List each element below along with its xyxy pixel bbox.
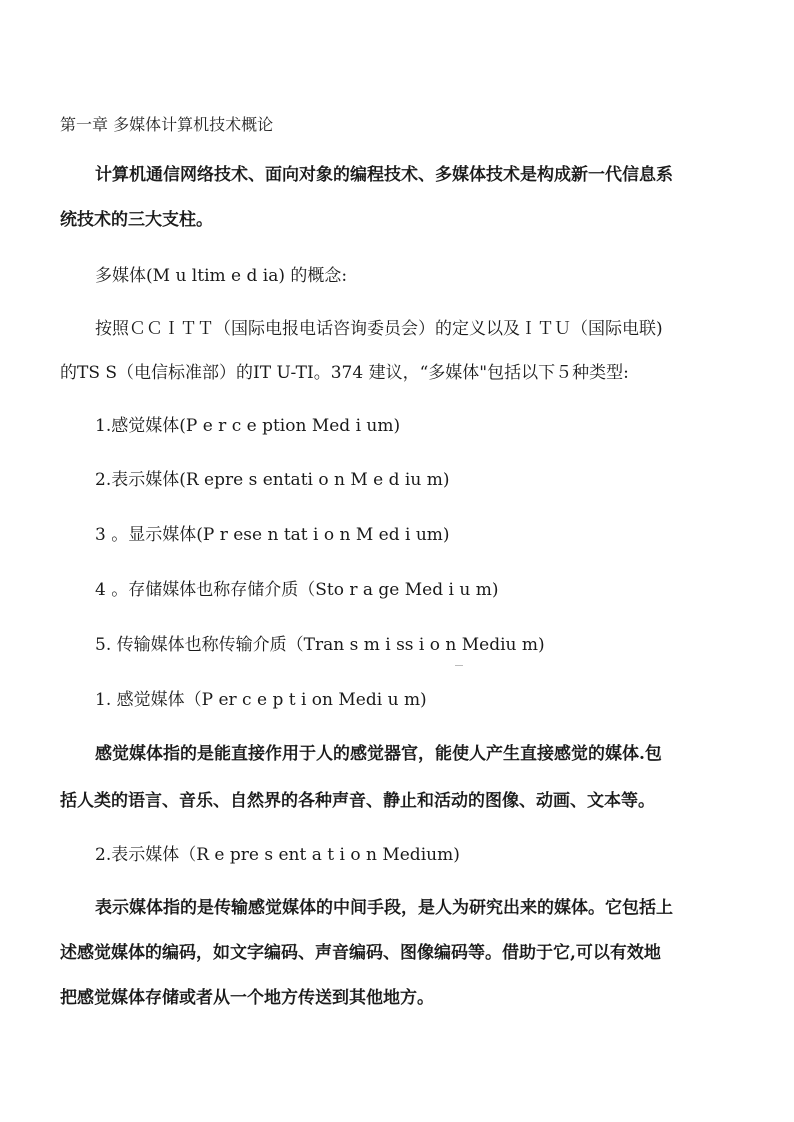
section2-line3: 把感觉媒体存储或者从一个地方传送到其他地方。 [60,988,434,1008]
para2-line1: 按照ＣＣＩＴＴ（国际电报电话咨询委员会）的定义以及ＩＴＵ（国际电联) [95,319,663,339]
para2-line2: 的TS S（电信标准部）的IT U-TI。374 建议，“多媒体"包括以下５种类型: [60,363,629,383]
section1-line2: 括人类的语言、音乐、自然界的各种声音、静止和活动的图像、动画、文本等。 [60,791,655,811]
type-item-3: 3 。显示媒体(P r ese n tat i o n M ed i um) [95,525,450,545]
para1-line2: 统技术的三大支柱。 [60,210,213,230]
para1-line1: 计算机通信网络技术、面向对象的编程技术、多媒体技术是构成新一代信息系 [95,165,673,185]
section1-heading: 1. 感觉媒体（P er c e p t i on Medi u m) [95,690,427,710]
type-item-4: 4 。存储媒体也称存储介质（Sto r a ge Med i u m) [95,580,499,600]
section2-line1: 表示媒体指的是传输感觉媒体的中间手段，是人为研究出来的媒体。它包括上 [95,898,673,918]
chapter-title: 第一章 多媒体计算机技术概论 [60,115,274,134]
type-item-5: 5. 传输媒体也称传输介质（Tran s m i ss i o n Mediu m) [95,635,545,655]
section1-line1: 感觉媒体指的是能直接作用于人的感觉器官，能使人产生直接感觉的媒体.包 [95,744,662,764]
stray-mark [455,665,463,666]
type-item-1: 1.感觉媒体(P e r c e ption Med i um) [95,416,401,436]
concept-heading: 多媒体(M u ltim e d ia) 的概念: [95,266,348,286]
section2-line2: 述感觉媒体的编码，如文字编码、声音编码、图像编码等。借助于它,可以有效地 [60,943,661,963]
section2-heading: 2.表示媒体（R e pre s ent a t i o n Medium) [95,845,460,865]
type-item-2: 2.表示媒体(R epre s entati o n M e d iu m) [95,470,450,490]
